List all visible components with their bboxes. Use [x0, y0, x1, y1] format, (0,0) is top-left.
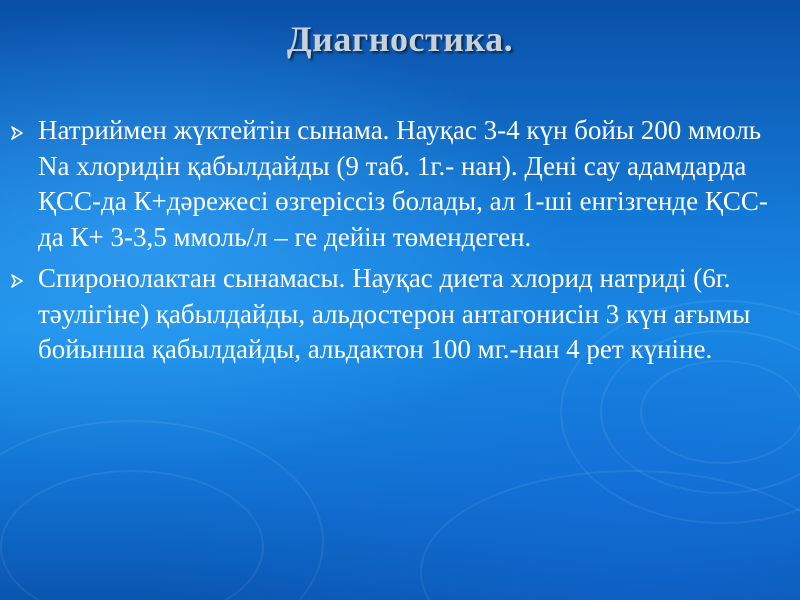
ripple-decoration	[420, 470, 800, 600]
slide-title: Диагностика.	[286, 19, 514, 59]
bullet-text: Натриймен жүктейтін сынама. Науқас 3-4 күн бойы 200 ммоль Na хлоридін қабылдайды (9 таб. 1г.- нан). Дені сау адамдарда ҚСС-да К+дәрежесі өзгеріссіз болады, ал 1-ші енгізгенде ҚСС-да К+ 3-3,5 ммоль/л – ге дейін төмендеген.	[38, 115, 768, 252]
ripple-decoration	[640, 360, 800, 464]
bullet-item	[8, 261, 788, 368]
bullet-text: Спиронолактан сынамасы. Науқас диета хлорид натриді (6г. тәулігіне) қабылдайды, альдостерон антагонисін 3 күн ағымы бойынша қабылдайды, альдактон 100 мг.-нан 4 рет күніне.	[38, 263, 751, 364]
bullet-item	[8, 113, 788, 255]
arrow-bullet-icon	[10, 274, 24, 288]
bullet-list	[8, 113, 788, 374]
arrow-bullet-icon	[10, 126, 24, 140]
